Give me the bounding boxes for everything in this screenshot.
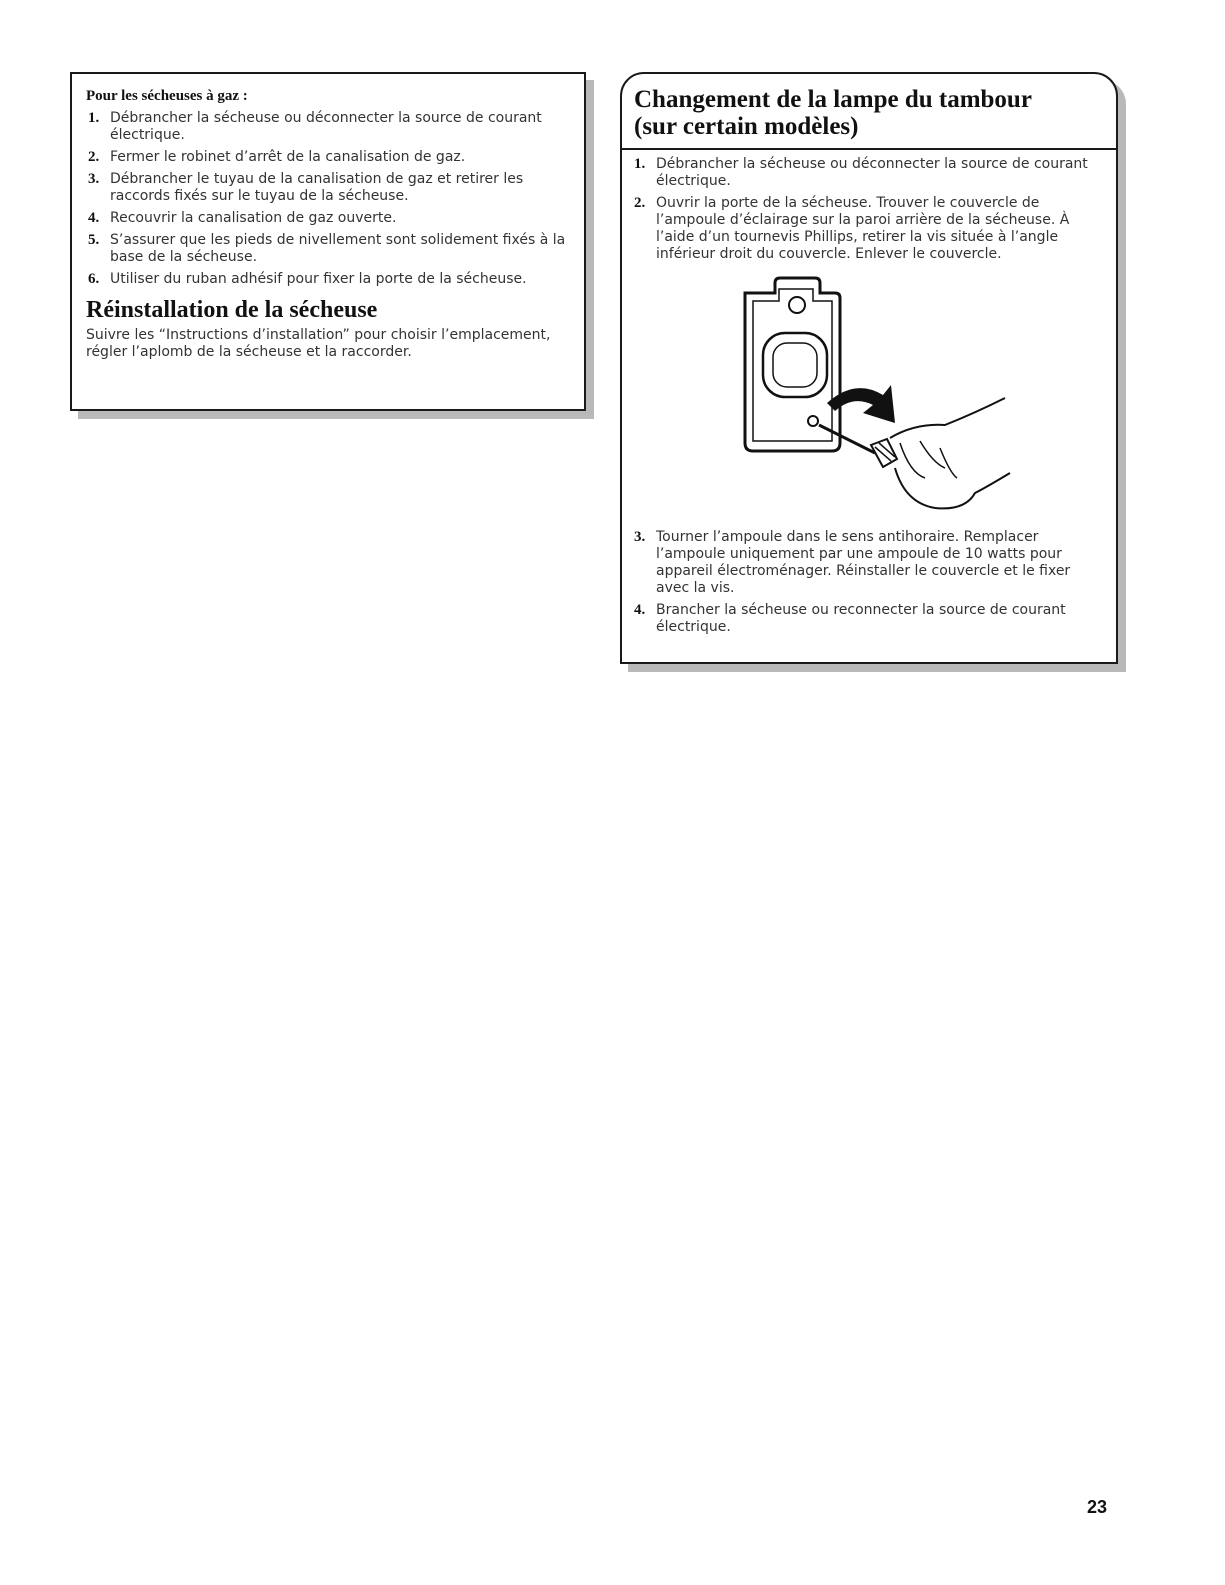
lamp-change-box [620, 72, 1118, 664]
reinstall-title: Réinstallation de la sécheuse [86, 297, 378, 323]
list-item: 2. Ouvrir la porte de la sécheuse. Trouver le couvercle de l’ampoule d’éclairage sur la paroi arrière de la sécheuse. À l’aide d’un tournevis Phillips, retirer la vis située à l’angle inférieur droit du couvercle. Enlever le couvercle. [634, 195, 1070, 262]
lamp-cover-screwdriver-illustration [735, 273, 1025, 521]
list-item: 3. Tourner l’ampoule dans le sens antihoraire. Remplacer l’ampoule uniquement par une ampoule de 10 watts pour appareil électroménager. Réinstaller le couvercle et le fixer avec la vis. [634, 529, 1071, 596]
page-number: 23 [1087, 1497, 1108, 1517]
list-item: 1. Débrancher la sécheuse ou déconnecter la source de courant électrique. [634, 156, 1088, 189]
lamp-steps-before [632, 156, 1104, 263]
gas-steps-list [86, 110, 572, 288]
list-item: 5. S’assurer que les pieds de nivellement sont solidement fixés à la base de la sécheuse. [88, 232, 566, 265]
lamp-body [622, 150, 1116, 636]
reinstall-text: Suivre les “Instructions d’installation” pour choisir l’emplacement, régler l’aplomb de la sécheuse et la raccorder. [86, 327, 551, 360]
list-item: 4. Recouvrir la canalisation de gaz ouverte. [88, 210, 397, 226]
gas-dryer-box [70, 72, 586, 411]
gas-subhead: Pour les sécheuses à gaz : [86, 88, 248, 104]
lamp-title-line1: Changement de la lampe du tambour [634, 86, 1032, 113]
list-item: 3. Débrancher le tuyau de la canalisation de gaz et retirer les raccords fixés sur le tuyau de la sécheuse. [88, 171, 524, 204]
lamp-steps-after [632, 529, 1104, 636]
list-item: 2. Fermer le robinet d’arrêt de la canalisation de gaz. [88, 149, 466, 165]
list-item: 1. Débrancher la sécheuse ou déconnecter la source de courant électrique. [88, 110, 542, 143]
lamp-title-line2: (sur certain modèles) [634, 113, 859, 140]
list-item: 4. Brancher la sécheuse ou reconnecter la source de courant électrique. [634, 602, 1066, 635]
list-item: 6. Utiliser du ruban adhésif pour fixer la porte de la sécheuse. [88, 271, 527, 287]
lamp-title [622, 74, 1116, 150]
